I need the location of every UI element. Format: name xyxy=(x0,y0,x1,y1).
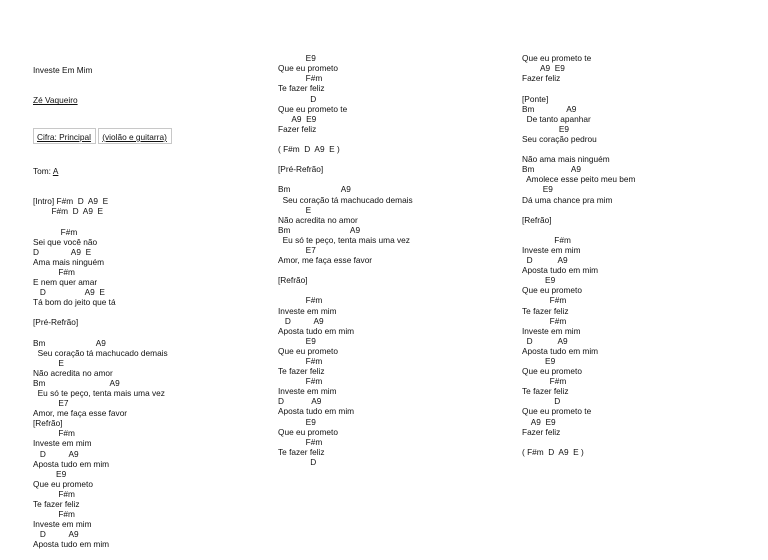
sheet-line: Tá bom do jeito que tá xyxy=(33,297,116,308)
tab-cifra-principal[interactable]: Cifra: Principal xyxy=(33,128,96,144)
sheet-line: Te fazer feliz xyxy=(278,83,325,94)
sheet-line: E9 xyxy=(522,123,570,134)
sheet-line: ( F#m D A9 E ) xyxy=(522,446,584,457)
sheet-line: Não acredita no amor xyxy=(278,214,358,225)
sheet-line: Eu só te peço, tenta mais uma vez xyxy=(33,388,165,398)
sheet-line: F#m xyxy=(522,295,567,306)
sheet-line: Que eu prometo xyxy=(278,345,338,356)
sheet-line xyxy=(33,307,172,317)
sheet-line: [Refrão] xyxy=(278,275,308,286)
sheet-line: E xyxy=(33,357,64,368)
sheet-line: F#m xyxy=(33,226,78,237)
sheet-line: Não acredita no amor xyxy=(33,367,113,378)
lyrics-lines xyxy=(278,53,413,467)
sheet-line: Amolece esse peito meu bem xyxy=(522,174,636,185)
sheet-line: [Intro] F#m D A9 E xyxy=(33,196,109,207)
sheet-line: Bm A9 xyxy=(522,103,577,114)
sheet-line xyxy=(278,265,413,275)
sheet-line: Investe em mim xyxy=(33,438,92,449)
sheet-line: Amor, me faça esse favor xyxy=(278,255,373,266)
sheet-line xyxy=(278,174,413,184)
sheet-line: D xyxy=(522,396,561,407)
sheet-line: E9 xyxy=(278,335,316,346)
sheet-line: F#m xyxy=(278,295,323,306)
sheet-line: F#m xyxy=(33,266,75,277)
sheet-line: De tanto apanhar xyxy=(522,113,591,124)
key-line xyxy=(33,166,172,176)
sheet-line: Aposta tudo em mim xyxy=(33,458,110,469)
sheet-line: Investe em mim xyxy=(522,325,581,336)
lyrics-lines xyxy=(33,196,172,549)
sheet-line: Te fazer feliz xyxy=(33,499,80,510)
sheet-line: Aposta tudo em mim xyxy=(522,345,599,356)
sheet-line: F#m xyxy=(33,488,75,499)
song-title: Investe Em Mim xyxy=(33,65,93,76)
sheet-line: E7 xyxy=(278,244,316,255)
sheet-line: ( F#m D A9 E ) xyxy=(278,144,340,155)
sheet-line: Aposta tudo em mim xyxy=(522,265,599,276)
sheet-line: D xyxy=(278,93,317,104)
sheet-line: D A9 xyxy=(278,396,322,407)
sheet-line: Que eu prometo te xyxy=(522,406,592,417)
sheet-line: Que eu prometo xyxy=(522,285,582,296)
sheet-line: D xyxy=(278,456,317,467)
tab-selector xyxy=(33,126,172,146)
sheet-line: Que eu prometo xyxy=(522,366,582,377)
sheet-line: Seu coração pedrou xyxy=(522,133,597,144)
sheet-line: Te fazer feliz xyxy=(278,366,325,377)
sheet-line: Seu coração tá machucado demais xyxy=(278,194,413,205)
sheet-line: Dá uma chance pra mim xyxy=(522,194,613,205)
sheet-line: [Refrão] xyxy=(33,418,63,429)
sheet-line: F#m xyxy=(33,428,75,439)
sheet-line xyxy=(522,437,635,447)
sheet-line: Fazer feliz xyxy=(522,426,561,437)
sheet-line: Te fazer feliz xyxy=(522,305,569,316)
sheet-line: F#m xyxy=(522,234,571,245)
sheet-line: A9 E9 xyxy=(522,416,556,427)
sheet-line: Amor, me faça esse favor xyxy=(33,408,128,419)
sheet-line: [Pré-Refrão] xyxy=(33,317,79,328)
artist-link[interactable]: Zé Vaqueiro xyxy=(33,95,78,106)
sheet-line: Te fazer feliz xyxy=(278,446,325,457)
sheet-line: Fazer feliz xyxy=(278,123,317,134)
sheet-line: F#m D A9 E xyxy=(33,206,104,217)
chord-sheet-column-2 xyxy=(278,33,413,477)
sheet-line: E xyxy=(278,204,312,215)
sheet-line: Que eu prometo te xyxy=(522,53,592,64)
sheet-line: Te fazer feliz xyxy=(522,386,569,397)
sheet-line: F#m xyxy=(278,436,323,447)
sheet-line: Aposta tudo em mim xyxy=(278,325,355,336)
sheet-line: D A9 xyxy=(33,529,79,540)
sheet-line: E9 xyxy=(522,356,556,366)
sheet-line: E7 xyxy=(33,398,69,409)
sheet-line: Fazer feliz xyxy=(522,73,561,84)
sheet-line: D A9 xyxy=(33,448,79,459)
sheet-line: D A9 xyxy=(522,255,568,266)
sheet-line: Investe em mim xyxy=(522,244,581,255)
sheet-line: Seu coração tá machucado demais xyxy=(33,347,168,358)
sheet-line: [Refrão] xyxy=(522,214,552,225)
sheet-line: D A9 xyxy=(522,335,568,346)
sheet-line: A9 E9 xyxy=(278,113,317,124)
sheet-line: Sei que você não xyxy=(33,236,98,247)
sheet-line: Ama mais ninguém xyxy=(33,256,105,267)
sheet-line: [Ponte] xyxy=(522,93,549,104)
sheet-line: Que eu prometo te xyxy=(278,103,348,114)
sheet-line: E9 xyxy=(33,468,67,479)
sheet-line xyxy=(522,205,635,215)
sheet-line: D A9 E xyxy=(33,287,105,298)
sheet-line: [Pré-Refrão] xyxy=(278,164,324,175)
sheet-line: Investe em mim xyxy=(33,519,92,530)
tab-violao-guitarra[interactable]: (violão e guitarra) xyxy=(98,128,172,144)
sheet-line: F#m xyxy=(278,356,323,366)
chord-sheet-column-3 xyxy=(522,33,635,467)
sheet-line: Bm A9 xyxy=(278,224,361,235)
sheet-line: Bm A9 xyxy=(278,184,351,195)
sheet-line: F#m xyxy=(522,315,567,326)
sheet-line: F#m xyxy=(522,376,567,387)
sheet-line xyxy=(522,83,635,93)
sheet-line xyxy=(278,154,413,164)
sheet-line: Aposta tudo em mim xyxy=(278,406,355,417)
sheet-line: Investe em mim xyxy=(278,305,337,316)
sheet-line: Investe em mim xyxy=(278,386,337,397)
sheet-line: Aposta tudo em mim xyxy=(33,539,110,550)
sheet-line: Que eu prometo xyxy=(33,478,93,489)
lyrics-lines xyxy=(522,53,635,457)
sheet-line: Que eu prometo xyxy=(278,63,338,74)
sheet-line: E9 xyxy=(522,184,553,195)
sheet-line: Que eu prometo xyxy=(278,426,338,437)
sheet-line: D A9 xyxy=(278,315,324,326)
sheet-line: F#m xyxy=(278,73,323,84)
key-value[interactable]: A xyxy=(52,165,59,176)
sheet-line: Bm A9 xyxy=(33,377,120,388)
key-label: Tom: xyxy=(33,165,53,176)
sheet-line xyxy=(278,285,413,295)
sheet-line: D A9 E xyxy=(33,246,92,257)
sheet-line: E9 xyxy=(278,53,316,64)
sheet-line: F#m xyxy=(278,376,323,387)
chord-sheet-column-1 xyxy=(33,45,172,560)
sheet-line: Bm A9 xyxy=(522,164,582,175)
sheet-line xyxy=(278,134,413,144)
sheet-line: E9 xyxy=(522,275,556,286)
sheet-line xyxy=(33,216,172,226)
sheet-line: Não ama mais ninguém xyxy=(522,154,610,165)
sheet-line xyxy=(522,144,635,154)
sheet-line: E nem quer amar xyxy=(33,276,98,287)
sheet-line: E9 xyxy=(278,416,316,427)
sheet-line xyxy=(522,225,635,235)
sheet-line: F#m xyxy=(33,509,75,520)
sheet-line xyxy=(33,327,172,337)
sheet-line: A9 E9 xyxy=(522,63,565,74)
sheet-line: Bm A9 xyxy=(33,337,106,348)
sheet-line: Eu só te peço, tenta mais uma vez xyxy=(278,234,410,245)
